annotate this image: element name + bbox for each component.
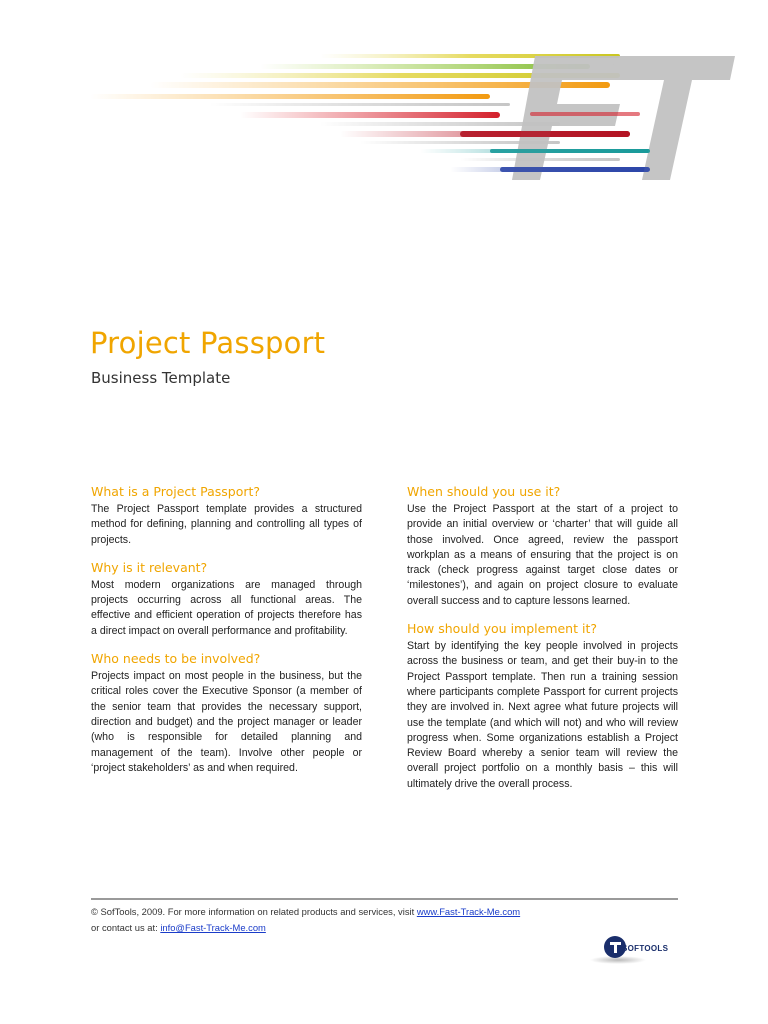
footer-copyright-text: © SofTools, 2009. For more information on related products and services, visit xyxy=(91,906,417,917)
footer-divider xyxy=(91,898,678,900)
brand-name: SOFTOOLS xyxy=(622,944,669,953)
section-who xyxy=(91,651,362,776)
section-heading: When should you use it? xyxy=(407,484,561,499)
footer-contact-line xyxy=(91,922,266,933)
section-heading: How should you implement it? xyxy=(407,621,597,637)
section-body: Start by identifying the key people involved in projects across the business or team, and get their buy-in to the Project Passport template. Then run a training session where participants complete Passport for current projects they are involved in. Next agree what future projects will use the template (and which will not) and who will review progress when. Some organizations establish a Project Review Board whereby a senior team will review the overall project portfolio on a monthly basis – this will ultimately drive the overall process. xyxy=(407,640,678,790)
document-title: Project Passport xyxy=(90,326,326,360)
section-body: The Project Passport template provides a structured method for defining, planning and controlling all types of projects. xyxy=(91,503,362,546)
section-heading: Why is it relevant? xyxy=(91,559,208,575)
section-body: Most modern organizations are managed through projects occurring across all functional areas. The effective and efficient operation of projects therefore has a direct impact on overall performance and profitability. xyxy=(91,578,362,637)
section-heading: What is a Project Passport? xyxy=(91,484,261,499)
section-heading: Who needs to be involved? xyxy=(91,651,261,667)
left-column xyxy=(91,484,362,788)
email-link[interactable]: info@Fast-Track-Me.com xyxy=(160,922,266,933)
footer-contact-text: or contact us at: xyxy=(91,922,161,933)
section-how xyxy=(407,621,678,792)
section-body: Projects impact on most people in the business, but the critical roles cover the Executive Sponsor (a member of the senior team that provides the necessary support, direction and budget) and the project manager or leader (who is responsible for detailed planning and management of the team). Involve other people or ‘project stakeholders’ as and when required. xyxy=(91,670,362,774)
document-subtitle: Business Template xyxy=(91,369,231,387)
section-what xyxy=(91,484,362,548)
website-link[interactable]: www.Fast-Track-Me.com xyxy=(416,906,521,917)
section-body: Use the Project Passport at the start of a project to provide an initial overview or ‘charter’ that will guide all those involved. Once agreed, review the passport workplan as a means of ensuring that the project is on track (check progress against target close dates or ‘milestones’), and again on project closure to evaluate overall success and to capture lessons learned. xyxy=(407,503,678,607)
section-why xyxy=(91,560,362,639)
right-column xyxy=(407,484,678,804)
section-when xyxy=(407,484,678,609)
footer-copyright-line xyxy=(91,906,520,917)
fast-track-logo-icon xyxy=(60,40,750,200)
